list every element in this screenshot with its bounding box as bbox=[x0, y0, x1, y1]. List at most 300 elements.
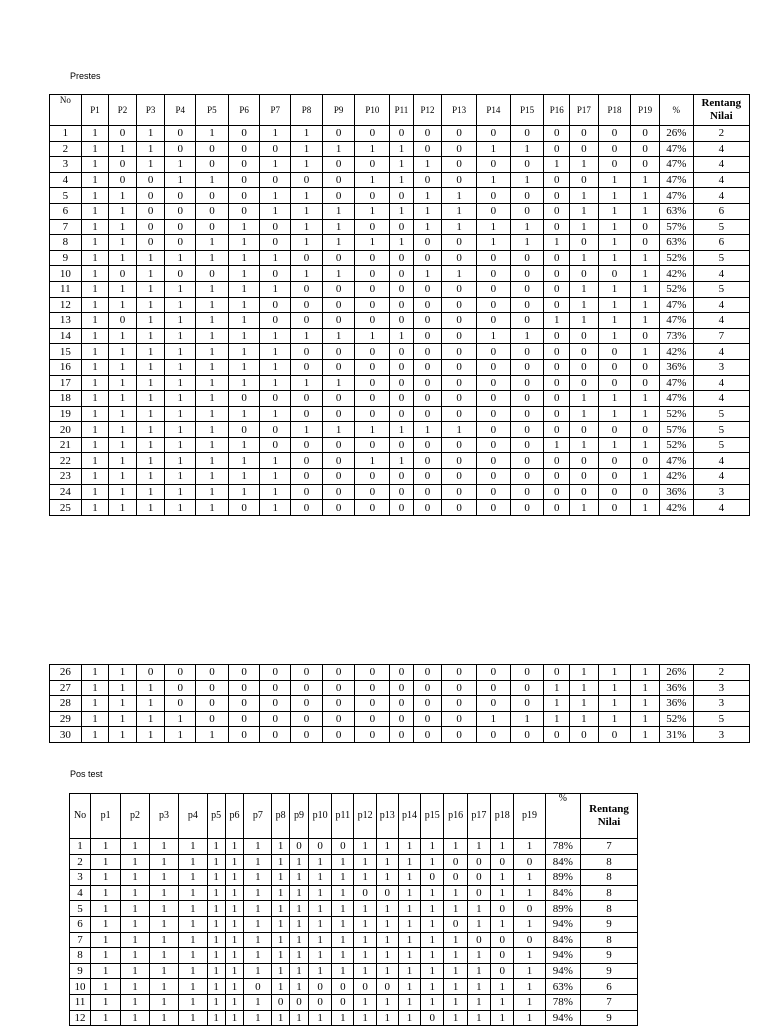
prestes-cell: 4 bbox=[693, 391, 749, 407]
prestes-cell: 1 bbox=[570, 250, 599, 266]
postest-cell: 12 bbox=[70, 1010, 91, 1026]
prestes-cont-cell: 0 bbox=[442, 665, 477, 681]
postest-cell: 1 bbox=[444, 948, 467, 964]
prestes-cell: 0 bbox=[631, 359, 660, 375]
prestes-cont-cell: 0 bbox=[228, 696, 260, 712]
postest-cell: 1 bbox=[121, 948, 150, 964]
prestes-cell: 1 bbox=[109, 328, 137, 344]
prestes-cell: 0 bbox=[477, 266, 511, 282]
postest-cell: 1 bbox=[491, 885, 514, 901]
prestes-cont-cell: 0 bbox=[228, 727, 260, 743]
prestes-cell: 1 bbox=[598, 313, 631, 329]
prestes-cell: 1 bbox=[109, 391, 137, 407]
prestes-cell: 10 bbox=[50, 266, 82, 282]
prestes-cell: 0 bbox=[510, 203, 544, 219]
prestes-cont-cell: 0 bbox=[260, 665, 291, 681]
postest-cell: 1 bbox=[398, 916, 420, 932]
postest-cell: 1 bbox=[444, 994, 467, 1010]
prestes-cell: 0 bbox=[322, 344, 355, 360]
prestes-cell: 1 bbox=[196, 172, 229, 188]
prestes-cell: 3 bbox=[50, 157, 82, 173]
postest-cell: 1 bbox=[272, 1010, 290, 1026]
postest-cell: 1 bbox=[398, 854, 420, 870]
prestes-cell: 0 bbox=[136, 235, 165, 251]
prestes-cell: 1 bbox=[228, 235, 260, 251]
prestes-cell: 0 bbox=[291, 250, 323, 266]
prestes-cont-cell: 0 bbox=[165, 665, 196, 681]
prestes-cont-cell: 36% bbox=[659, 680, 693, 696]
prestes-cell: 0 bbox=[570, 469, 599, 485]
prestes-cell: 42% bbox=[659, 344, 693, 360]
prestes-cell: 0 bbox=[355, 484, 390, 500]
prestes-cont-cell: 1 bbox=[631, 727, 660, 743]
postest-cell: 1 bbox=[207, 854, 225, 870]
prestes-cell: 0 bbox=[109, 172, 137, 188]
prestes-cell: 1 bbox=[390, 328, 414, 344]
prestes-cell: 0 bbox=[442, 469, 477, 485]
prestes-cell: 9 bbox=[50, 250, 82, 266]
prestes-cell: 0 bbox=[570, 141, 599, 157]
postest-header-row bbox=[70, 794, 638, 839]
postest-cell: 1 bbox=[354, 854, 376, 870]
prestes-cell: 1 bbox=[260, 250, 291, 266]
prestes-cell: 0 bbox=[510, 344, 544, 360]
prestes-cell: 0 bbox=[291, 437, 323, 453]
prestes-cell: 1 bbox=[442, 266, 477, 282]
prestes-cell: 0 bbox=[510, 484, 544, 500]
prestes-cont-cell: 1 bbox=[631, 680, 660, 696]
prestes-cell: 1 bbox=[477, 172, 511, 188]
prestes-cell: 4 bbox=[693, 313, 749, 329]
postest-cell: 1 bbox=[225, 870, 244, 886]
postest-cell: 1 bbox=[178, 963, 207, 979]
prestes-cell: 1 bbox=[598, 188, 631, 204]
table-row bbox=[70, 1010, 638, 1026]
prestes-cell: 1 bbox=[136, 422, 165, 438]
prestes-cont-cell: 0 bbox=[322, 696, 355, 712]
prestes-cell: 0 bbox=[631, 235, 660, 251]
prestes-cell: 0 bbox=[442, 500, 477, 516]
postest-cell: 1 bbox=[376, 994, 398, 1010]
prestes-cont-cell: 1 bbox=[165, 727, 196, 743]
prestes-cell: 1 bbox=[228, 250, 260, 266]
prestes-cont-cell: 0 bbox=[291, 727, 323, 743]
prestes-cell: 0 bbox=[291, 484, 323, 500]
prestes-cell: 52% bbox=[659, 281, 693, 297]
prestes-cell: 4 bbox=[693, 375, 749, 391]
postest-cell: 1 bbox=[467, 1010, 490, 1026]
prestes-cell: 0 bbox=[477, 375, 511, 391]
prestes-cell: 14 bbox=[50, 328, 82, 344]
postest-cell: 0 bbox=[244, 979, 272, 995]
prestes-cont-cell: 0 bbox=[322, 727, 355, 743]
prestes-cont-cell: 0 bbox=[390, 665, 414, 681]
prestes-cell: 1 bbox=[291, 141, 323, 157]
prestes-cell: 0 bbox=[165, 126, 196, 142]
prestes-cell: 0 bbox=[355, 469, 390, 485]
prestes-cell: 1 bbox=[136, 469, 165, 485]
postest-cell: 1 bbox=[398, 963, 420, 979]
postest-cell: 1 bbox=[421, 979, 444, 995]
prestes-cell: 0 bbox=[477, 406, 511, 422]
prestes-cell: 0 bbox=[413, 126, 442, 142]
prestes-cell: 1 bbox=[598, 219, 631, 235]
prestes-cell: 0 bbox=[260, 297, 291, 313]
prestes-cell: 1 bbox=[136, 437, 165, 453]
prestes-cont-cell: 0 bbox=[228, 665, 260, 681]
postest-cell: 1 bbox=[91, 1010, 121, 1026]
prestes-cell: 1 bbox=[109, 453, 137, 469]
postest-cell: 1 bbox=[290, 854, 309, 870]
prestes-cell: 1 bbox=[136, 344, 165, 360]
prestes-cell: 1 bbox=[81, 281, 109, 297]
prestes-cell: 21 bbox=[50, 437, 82, 453]
prestes-header-4: P4 bbox=[165, 95, 196, 126]
prestes-header-6: P6 bbox=[228, 95, 260, 126]
prestes-header-2: P2 bbox=[109, 95, 137, 126]
prestes-cont-cell: 30 bbox=[50, 727, 82, 743]
prestes-cell: 1 bbox=[136, 500, 165, 516]
prestes-cell: 0 bbox=[544, 453, 570, 469]
prestes-cont-cell: 0 bbox=[413, 665, 442, 681]
prestes-cell: 63% bbox=[659, 203, 693, 219]
prestes-cell: 0 bbox=[109, 313, 137, 329]
prestes-cell: 0 bbox=[544, 344, 570, 360]
prestes-cell: 0 bbox=[544, 281, 570, 297]
prestes-cell: 1 bbox=[260, 188, 291, 204]
prestes-cell: 0 bbox=[442, 359, 477, 375]
prestes-cell: 0 bbox=[442, 250, 477, 266]
prestes-cell: 1 bbox=[291, 422, 323, 438]
prestes-cont-cell: 1 bbox=[631, 696, 660, 712]
prestes-cell: 2 bbox=[693, 126, 749, 142]
postest-cell: 1 bbox=[91, 994, 121, 1010]
prestes-cell: 0 bbox=[544, 219, 570, 235]
prestes-cell: 1 bbox=[136, 391, 165, 407]
prestes-cell: 0 bbox=[355, 126, 390, 142]
postest-cell: 1 bbox=[354, 916, 376, 932]
prestes-cont-cell: 3 bbox=[693, 727, 749, 743]
prestes-cell: 0 bbox=[355, 297, 390, 313]
prestes-cell: 1 bbox=[196, 422, 229, 438]
prestes-cell: 0 bbox=[598, 469, 631, 485]
prestes-cell: 0 bbox=[228, 391, 260, 407]
prestes-cell: 1 bbox=[81, 266, 109, 282]
prestes-cell: 0 bbox=[136, 188, 165, 204]
prestes-cell: 47% bbox=[659, 172, 693, 188]
postest-cell: 1 bbox=[178, 948, 207, 964]
postest-cell: 6 bbox=[581, 979, 638, 995]
prestes-cell: 52% bbox=[659, 406, 693, 422]
prestes-cell: 0 bbox=[631, 219, 660, 235]
prestes-cell: 0 bbox=[510, 359, 544, 375]
postest-cell: 1 bbox=[225, 1010, 244, 1026]
postest-cell: 1 bbox=[150, 916, 179, 932]
postest-cell: 1 bbox=[354, 948, 376, 964]
prestes-cell: 0 bbox=[442, 313, 477, 329]
postest-cell: 1 bbox=[308, 870, 331, 886]
prestes-cell: 0 bbox=[196, 203, 229, 219]
postest-header-15: p15 bbox=[421, 794, 444, 839]
prestes-cell: 0 bbox=[322, 484, 355, 500]
table-row bbox=[70, 963, 638, 979]
postest-cell: 1 bbox=[514, 885, 545, 901]
prestes-cell: 0 bbox=[322, 406, 355, 422]
prestes-cell: 0 bbox=[260, 141, 291, 157]
prestes-cell: 0 bbox=[442, 235, 477, 251]
prestes-cell: 0 bbox=[165, 266, 196, 282]
table-row bbox=[50, 141, 750, 157]
prestes-cell: 1 bbox=[165, 406, 196, 422]
prestes-cell: 5 bbox=[693, 406, 749, 422]
postest-header-6: p6 bbox=[225, 794, 244, 839]
postest-cell: 1 bbox=[244, 870, 272, 886]
postest-cell: 1 bbox=[491, 994, 514, 1010]
prestes-cell: 1 bbox=[510, 172, 544, 188]
prestes-cell: 0 bbox=[291, 469, 323, 485]
prestes-cell: 0 bbox=[228, 203, 260, 219]
prestes-cell: 0 bbox=[544, 500, 570, 516]
prestes-cell: 6 bbox=[50, 203, 82, 219]
table-row bbox=[50, 281, 750, 297]
postest-cell: 0 bbox=[491, 932, 514, 948]
prestes-cell: 0 bbox=[260, 422, 291, 438]
prestes-header-15: P15 bbox=[510, 95, 544, 126]
prestes-cont-cell: 0 bbox=[390, 711, 414, 727]
prestes-cell: 0 bbox=[260, 313, 291, 329]
prestes-cell: 1 bbox=[136, 126, 165, 142]
table-row bbox=[70, 870, 638, 886]
postest-cell: 1 bbox=[398, 948, 420, 964]
prestes-cell: 1 bbox=[196, 469, 229, 485]
prestes-cell: 0 bbox=[355, 219, 390, 235]
prestes-cell: 1 bbox=[390, 203, 414, 219]
prestes-cell: 0 bbox=[510, 157, 544, 173]
prestes-header-1: P1 bbox=[81, 95, 109, 126]
prestes-cell: 1 bbox=[165, 437, 196, 453]
postest-cell: 1 bbox=[332, 1010, 354, 1026]
postest-header-1: p1 bbox=[91, 794, 121, 839]
prestes-cell: 0 bbox=[413, 313, 442, 329]
postest-cell: 0 bbox=[444, 870, 467, 886]
prestes-cell: 4 bbox=[693, 172, 749, 188]
prestes-cell: 1 bbox=[355, 141, 390, 157]
prestes-cell: 0 bbox=[390, 391, 414, 407]
prestes-cont-cell: 0 bbox=[544, 727, 570, 743]
postest-cell: 1 bbox=[354, 870, 376, 886]
prestes-cell: 1 bbox=[631, 203, 660, 219]
prestes-cell: 0 bbox=[413, 297, 442, 313]
postest-cell: 1 bbox=[225, 854, 244, 870]
prestes-cont-cell: 0 bbox=[322, 680, 355, 696]
prestes-cell: 0 bbox=[260, 391, 291, 407]
postest-cell: 1 bbox=[178, 932, 207, 948]
postest-cell: 94% bbox=[545, 916, 581, 932]
postest-header-8: p8 bbox=[272, 794, 290, 839]
postest-cell: 9 bbox=[581, 1010, 638, 1026]
prestes-cont-cell: 1 bbox=[109, 680, 137, 696]
postest-cell: 1 bbox=[467, 994, 490, 1010]
postest-cell: 0 bbox=[467, 885, 490, 901]
prestes-cell: 1 bbox=[81, 375, 109, 391]
prestes-cell: 1 bbox=[291, 375, 323, 391]
prestes-cell: 0 bbox=[322, 500, 355, 516]
prestes-cell: 0 bbox=[442, 453, 477, 469]
prestes-cont-cell: 0 bbox=[510, 680, 544, 696]
prestes-cell: 1 bbox=[570, 437, 599, 453]
prestes-cell: 0 bbox=[355, 437, 390, 453]
postest-cell: 94% bbox=[545, 963, 581, 979]
prestes-cell: 1 bbox=[165, 250, 196, 266]
postest-cell: 1 bbox=[467, 839, 490, 855]
postest-cell: 0 bbox=[421, 870, 444, 886]
prestes-cell: 0 bbox=[510, 313, 544, 329]
prestes-cell: 1 bbox=[81, 235, 109, 251]
prestes-cell: 0 bbox=[477, 344, 511, 360]
prestes-cell: 1 bbox=[477, 235, 511, 251]
prestes-cell: 1 bbox=[81, 250, 109, 266]
postest-cell: 8 bbox=[70, 948, 91, 964]
prestes-cell: 0 bbox=[136, 203, 165, 219]
prestes-header-11: P11 bbox=[390, 95, 414, 126]
prestes-cell: 0 bbox=[544, 203, 570, 219]
prestes-cell: 47% bbox=[659, 157, 693, 173]
prestes-cell: 0 bbox=[413, 406, 442, 422]
prestes-cell: 1 bbox=[136, 250, 165, 266]
prestes-cell: 0 bbox=[477, 281, 511, 297]
prestes-header-13: P13 bbox=[442, 95, 477, 126]
prestes-cont-cell: 1 bbox=[570, 680, 599, 696]
prestes-cell: 1 bbox=[228, 484, 260, 500]
prestes-cell: 1 bbox=[390, 141, 414, 157]
prestes-cell: 1 bbox=[631, 500, 660, 516]
postest-header-19: p19 bbox=[514, 794, 545, 839]
prestes-cell: 1 bbox=[631, 250, 660, 266]
prestes-cell: 1 bbox=[196, 406, 229, 422]
postest-cell: 1 bbox=[150, 854, 179, 870]
prestes-cont-cell: 1 bbox=[598, 680, 631, 696]
postest-cell: 1 bbox=[272, 901, 290, 917]
postest-cell: 1 bbox=[332, 916, 354, 932]
postest-cell: 1 bbox=[225, 916, 244, 932]
prestes-cell: 0 bbox=[355, 391, 390, 407]
postest-cell: 1 bbox=[91, 916, 121, 932]
postest-cell: 2 bbox=[70, 854, 91, 870]
prestes-cell: 1 bbox=[109, 406, 137, 422]
prestes-cell: 1 bbox=[631, 281, 660, 297]
postest-cell: 1 bbox=[225, 979, 244, 995]
postest-cell: 0 bbox=[467, 870, 490, 886]
prestes-cell: 0 bbox=[109, 126, 137, 142]
table-row bbox=[50, 422, 750, 438]
prestes-cont-cell: 1 bbox=[510, 711, 544, 727]
prestes-cell: 0 bbox=[477, 297, 511, 313]
prestes-cont-cell: 1 bbox=[109, 696, 137, 712]
postest-cell: 1 bbox=[376, 932, 398, 948]
prestes-cell: 1 bbox=[228, 297, 260, 313]
prestes-cell: 1 bbox=[291, 126, 323, 142]
postest-cell: 1 bbox=[398, 994, 420, 1010]
prestes-cell: 4 bbox=[693, 453, 749, 469]
postest-cell: 1 bbox=[207, 963, 225, 979]
postest-cell: 1 bbox=[467, 979, 490, 995]
prestes-cell: 36% bbox=[659, 359, 693, 375]
postest-cell: 1 bbox=[398, 979, 420, 995]
prestes-cell: 0 bbox=[390, 313, 414, 329]
prestes-cont-cell: 0 bbox=[570, 727, 599, 743]
postest-cell: 1 bbox=[290, 901, 309, 917]
prestes-cell: 0 bbox=[260, 437, 291, 453]
prestes-cell: 1 bbox=[196, 313, 229, 329]
prestes-cell: 1 bbox=[81, 126, 109, 142]
postest-cell: 1 bbox=[91, 854, 121, 870]
postest-cell: 1 bbox=[376, 870, 398, 886]
prestes-cell: 0 bbox=[570, 422, 599, 438]
postest-header-17: p17 bbox=[467, 794, 490, 839]
prestes-cell: 1 bbox=[109, 188, 137, 204]
postest-cell: 1 bbox=[70, 839, 91, 855]
prestes-cell: 1 bbox=[390, 422, 414, 438]
prestes-cell: 1 bbox=[136, 141, 165, 157]
prestes-cell: 1 bbox=[570, 188, 599, 204]
prestes-cell: 0 bbox=[631, 126, 660, 142]
table-row bbox=[50, 437, 750, 453]
prestes-cell: 0 bbox=[413, 172, 442, 188]
prestes-table bbox=[49, 94, 750, 516]
prestes-cell: 1 bbox=[291, 266, 323, 282]
postest-cell: 0 bbox=[467, 932, 490, 948]
postest-cell: 1 bbox=[514, 979, 545, 995]
postest-cell: 1 bbox=[491, 839, 514, 855]
prestes-cont-cell: 0 bbox=[165, 680, 196, 696]
prestes-cell: 1 bbox=[322, 219, 355, 235]
prestes-cell: 0 bbox=[355, 406, 390, 422]
prestes-cell: 0 bbox=[477, 453, 511, 469]
postest-cell: 1 bbox=[467, 948, 490, 964]
postest-cell: 1 bbox=[308, 901, 331, 917]
prestes-title: Prestes bbox=[70, 71, 101, 81]
prestes-cell: 0 bbox=[322, 469, 355, 485]
table-row bbox=[50, 250, 750, 266]
prestes-cell: 1 bbox=[165, 422, 196, 438]
postest-cell: 0 bbox=[308, 979, 331, 995]
prestes-cell: 1 bbox=[570, 406, 599, 422]
postest-cell: 1 bbox=[308, 1010, 331, 1026]
table-row bbox=[70, 839, 638, 855]
prestes-cell: 1 bbox=[260, 406, 291, 422]
prestes-cell: 52% bbox=[659, 437, 693, 453]
prestes-cont-cell: 0 bbox=[196, 711, 229, 727]
prestes-cell: 17 bbox=[50, 375, 82, 391]
prestes-header-21: Rentang Nilai bbox=[693, 95, 749, 126]
prestes-header-0: No bbox=[50, 95, 82, 126]
prestes-cell: 0 bbox=[570, 328, 599, 344]
postest-cell: 0 bbox=[332, 839, 354, 855]
prestes-cell: 1 bbox=[322, 422, 355, 438]
postest-cell: 1 bbox=[121, 963, 150, 979]
postest-cell: 1 bbox=[332, 948, 354, 964]
postest-cell: 1 bbox=[354, 994, 376, 1010]
prestes-cell: 0 bbox=[291, 172, 323, 188]
prestes-table-continued bbox=[49, 664, 750, 743]
postest-cell: 0 bbox=[332, 979, 354, 995]
prestes-cont-cell: 0 bbox=[260, 696, 291, 712]
postest-cell: 1 bbox=[244, 994, 272, 1010]
prestes-cell: 0 bbox=[196, 188, 229, 204]
postest-cell: 1 bbox=[244, 948, 272, 964]
prestes-cell: 0 bbox=[544, 328, 570, 344]
postest-cell: 1 bbox=[376, 963, 398, 979]
